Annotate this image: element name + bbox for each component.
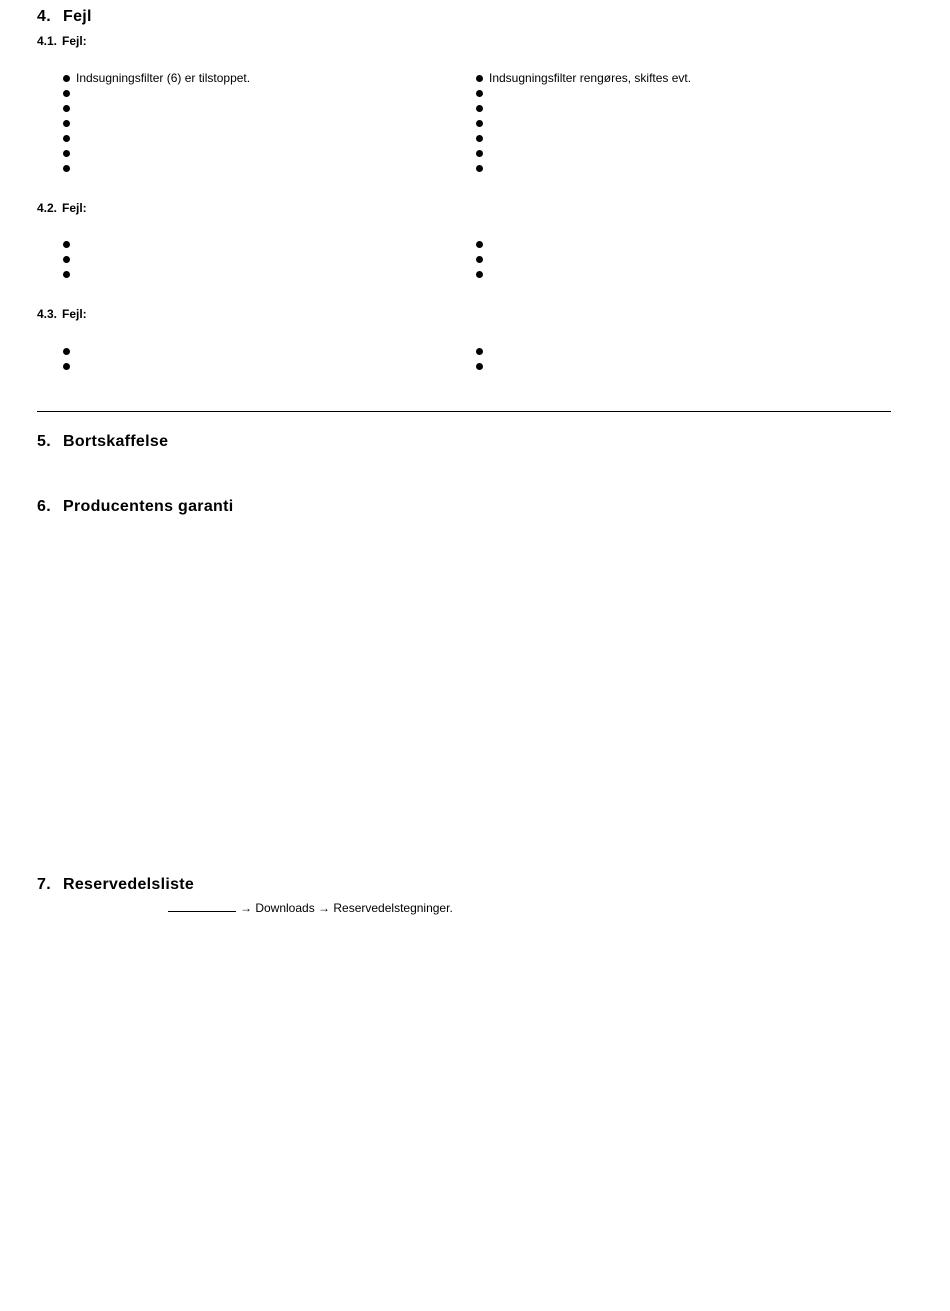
bullet-icon <box>476 150 483 157</box>
bullet-icon <box>63 363 70 370</box>
section-5-title: Bortskaffelse <box>63 433 169 450</box>
spare-parts-path-text: → Downloads → Reservedelstegninger. <box>240 901 453 915</box>
section-7-heading <box>37 876 194 894</box>
bullet-icon <box>476 75 483 82</box>
section-4-heading <box>37 8 92 26</box>
bullet-icon <box>476 105 483 112</box>
bullet-icon <box>476 165 483 172</box>
bullet-icon <box>63 256 70 263</box>
bullet-icon <box>476 271 483 278</box>
bullet-icon <box>476 363 483 370</box>
bullet-icon <box>63 90 70 97</box>
subsection-4-3-heading <box>37 307 87 321</box>
subsection-4-1-heading <box>37 34 87 48</box>
section-4-number: 4. <box>37 8 51 25</box>
bullet-icon <box>63 271 70 278</box>
section-5-heading <box>37 433 168 451</box>
section-divider <box>37 411 891 412</box>
section-7-title: Reservedelsliste <box>63 876 195 893</box>
section-4-title: Fejl <box>63 8 92 25</box>
section-6-number: 6. <box>37 498 51 515</box>
bullet-icon <box>476 256 483 263</box>
bullet-icon <box>476 90 483 97</box>
subsection-4-1-number: 4.1. <box>37 34 58 48</box>
bullet-icon <box>476 135 483 142</box>
bullet-icon <box>63 165 70 172</box>
bullet-icon <box>63 150 70 157</box>
bullet-icon <box>63 120 70 127</box>
bullet-icon <box>476 348 483 355</box>
subsection-4-3-title: Fejl: <box>62 307 87 321</box>
bullet-icon <box>63 348 70 355</box>
spare-parts-path <box>168 901 453 915</box>
bullet-icon <box>476 241 483 248</box>
subsection-4-2-heading <box>37 201 87 215</box>
bullet-icon <box>63 135 70 142</box>
subsection-4-1-title: Fejl: <box>62 34 87 48</box>
bullet-icon <box>63 105 70 112</box>
bullet-icon <box>63 241 70 248</box>
subsection-4-2-title: Fejl: <box>62 201 87 215</box>
section-5-number: 5. <box>37 433 51 450</box>
subsection-4-2-number: 4.2. <box>37 201 58 215</box>
subsection-4-3-number: 4.3. <box>37 307 58 321</box>
website-link-placeholder[interactable] <box>168 901 236 912</box>
bullet-icon <box>63 75 70 82</box>
section-7-number: 7. <box>37 876 51 893</box>
section-6-heading <box>37 498 233 516</box>
bullet-icon <box>476 120 483 127</box>
section-6-title: Producentens garanti <box>63 498 234 515</box>
